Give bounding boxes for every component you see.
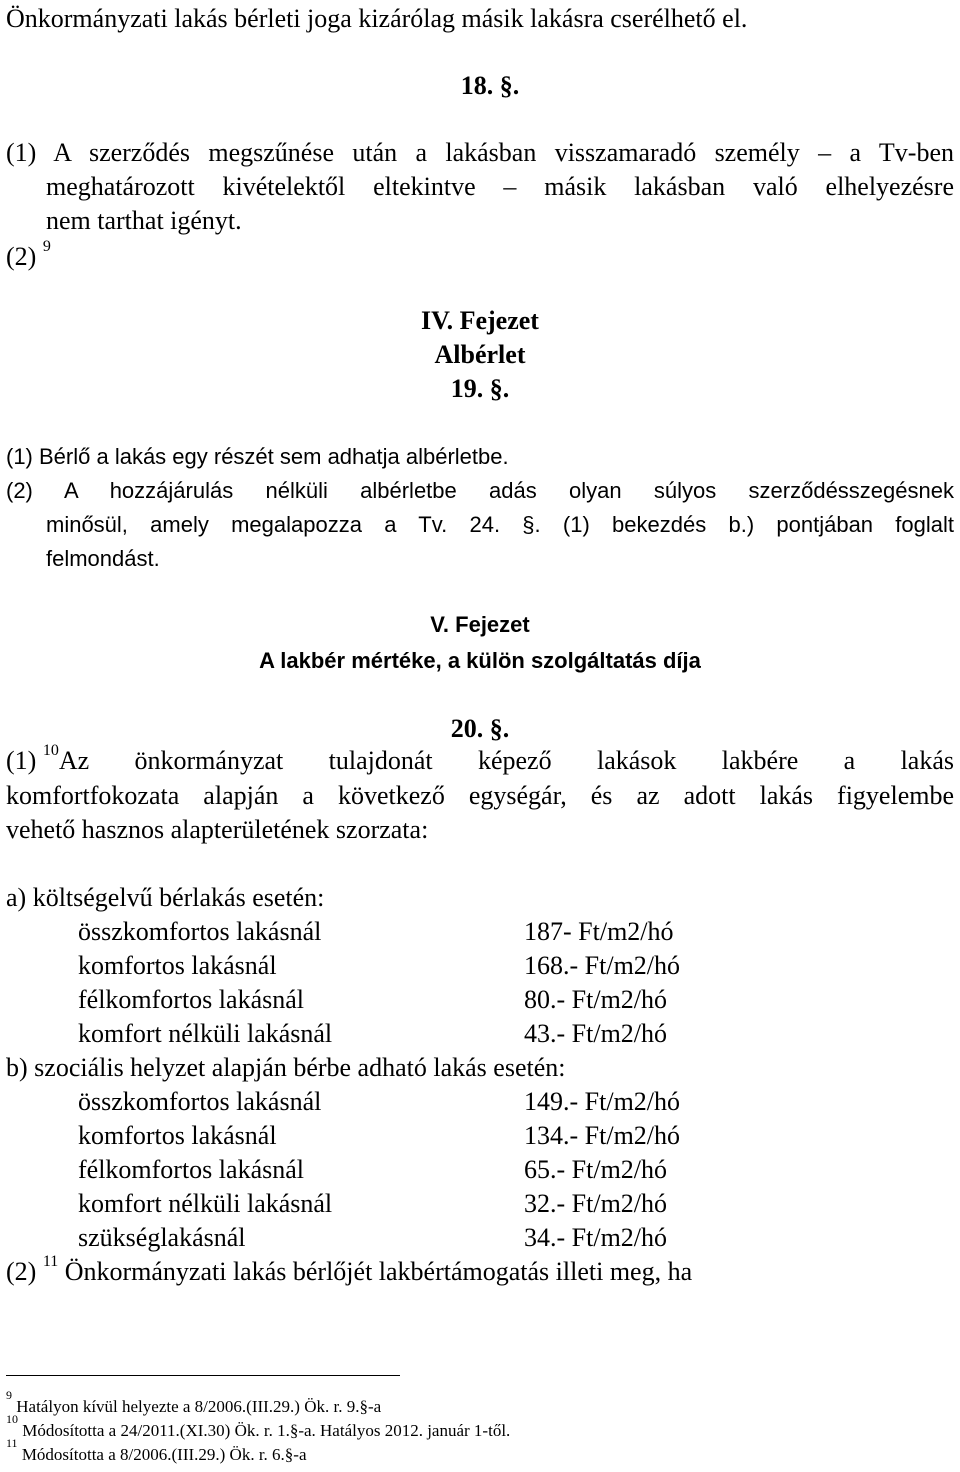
footnote-9 bbox=[6, 1388, 382, 1418]
section-20-para-2 bbox=[6, 1255, 692, 1289]
footnote-10 bbox=[6, 1412, 511, 1442]
section-18-number: 18. §. bbox=[460, 71, 520, 100]
chapter-4-title: Albérlet bbox=[434, 340, 526, 369]
section-20-number: 20. §. bbox=[450, 714, 510, 743]
group-a-rate-value: 80.- Ft/m2/hó bbox=[524, 985, 668, 1014]
chapter-4-heading: IV. Fejezet bbox=[421, 306, 539, 335]
top-line: Önkormányzati lakás bérleti joga kizárólag másik lakásra cserélhető el. bbox=[6, 4, 748, 33]
section-18-para-1-line-1: (1) A szerződés megszűnése után a lakásban visszamaradó személy – a Tv-ben bbox=[6, 138, 954, 167]
group-b-rate-value: 149.- Ft/m2/hó bbox=[524, 1087, 681, 1116]
section-19-para-2-line-1: (2) A hozzájárulás nélküli albérletbe adás olyan súlyos szerződésszegésnek bbox=[6, 478, 954, 503]
group-b-heading: b) szociális helyzet alapján bérbe adható lakás esetén: bbox=[6, 1053, 566, 1082]
group-b-rate-label: szükséglakásnál bbox=[78, 1223, 246, 1252]
group-b-rate-value: 65.- Ft/m2/hó bbox=[524, 1155, 668, 1184]
group-a-rate-label: összkomfortos lakásnál bbox=[78, 917, 322, 946]
group-b-rate-value: 134.- Ft/m2/hó bbox=[524, 1121, 681, 1150]
section-18-para-1-line-3: nem tarthat igényt. bbox=[46, 206, 242, 235]
footnote-divider bbox=[6, 1375, 400, 1376]
group-a-rate-value: 168.- Ft/m2/hó bbox=[524, 951, 681, 980]
group-a-rate-label: komfortos lakásnál bbox=[78, 951, 277, 980]
section-20-para-1-line-1 bbox=[6, 744, 954, 778]
group-b-rate-label: komfortos lakásnál bbox=[78, 1121, 277, 1150]
group-b-rate-value: 34.- Ft/m2/hó bbox=[524, 1223, 668, 1252]
group-a-rate-label: félkomfortos lakásnál bbox=[78, 985, 304, 1014]
group-a-rate-value: 187- Ft/m2/hó bbox=[524, 917, 674, 946]
footnote-mark: 11 bbox=[6, 1436, 18, 1451]
section-19-para-2-line-3: felmondást. bbox=[46, 546, 160, 571]
footnote-mark: 10 bbox=[6, 1412, 18, 1427]
footnote-11 bbox=[6, 1436, 307, 1466]
section-19-para-1: (1) Bérlő a lakás egy részét sem adhatja albérletbe. bbox=[6, 444, 509, 469]
group-b-rate-label: félkomfortos lakásnál bbox=[78, 1155, 304, 1184]
footnote-mark: 9 bbox=[6, 1388, 12, 1403]
section-20-para-1-number: (1) bbox=[6, 746, 37, 775]
section-20-para-1-line-2: komfortfokozata alapján a következő egységár, és az adott lakás figyelembe bbox=[6, 781, 954, 810]
section-18-para-2 bbox=[6, 240, 51, 274]
group-b-rate-label: komfort nélküli lakásnál bbox=[78, 1189, 333, 1218]
footnote-ref-11: 11 bbox=[42, 1253, 59, 1271]
footnote-text: Hatályon kívül helyezte a 8/2006.(III.29.) Ök. r. 9.§-a bbox=[16, 1397, 382, 1416]
group-b-rate-label: összkomfortos lakásnál bbox=[78, 1087, 322, 1116]
section-20-para-1-text-1: Az önkormányzat tulajdonát képező lakások lakbére a lakás bbox=[58, 746, 954, 775]
section-19-number: 19. §. bbox=[450, 374, 510, 403]
section-20-para-1-line-3: vehető hasznos alapterületének szorzata: bbox=[6, 815, 429, 844]
section-20-para-1-label bbox=[6, 744, 59, 778]
footnote-ref-9: 9 bbox=[42, 238, 51, 256]
group-a-rate-value: 43.- Ft/m2/hó bbox=[524, 1019, 668, 1048]
group-a-heading: a) költségelvű bérlakás esetén: bbox=[6, 883, 325, 912]
footnote-text: Módosította a 8/2006.(III.29.) Ök. r. 6.§-a bbox=[21, 1445, 307, 1464]
group-b-rate-value: 32.- Ft/m2/hó bbox=[524, 1189, 668, 1218]
chapter-5-heading: V. Fejezet bbox=[430, 612, 530, 637]
section-20-para-2-label: (2) bbox=[6, 1257, 37, 1286]
footnote-ref-10: 10 bbox=[42, 742, 59, 760]
section-20-para-2-text: Önkormányzati lakás bérlőjét lakbértámogatás illeti meg, ha bbox=[64, 1257, 693, 1286]
group-a-rate-label: komfort nélküli lakásnál bbox=[78, 1019, 333, 1048]
section-19-para-2-line-2: minősül, amely megalapozza a Tv. 24. §. (1) bekezdés b.) pontjában foglalt bbox=[46, 512, 954, 537]
section-18-para-2-label: (2) bbox=[6, 242, 37, 271]
footnote-text: Módosította a 24/2011.(XI.30) Ök. r. 1.§-a. Hatályos 2012. január 1-től. bbox=[22, 1421, 511, 1440]
section-18-para-1-line-2: meghatározott kivételektől eltekintve – másik lakásban való elhelyezésre bbox=[46, 172, 954, 201]
chapter-5-title: A lakbér mértéke, a külön szolgáltatás díja bbox=[259, 648, 701, 673]
